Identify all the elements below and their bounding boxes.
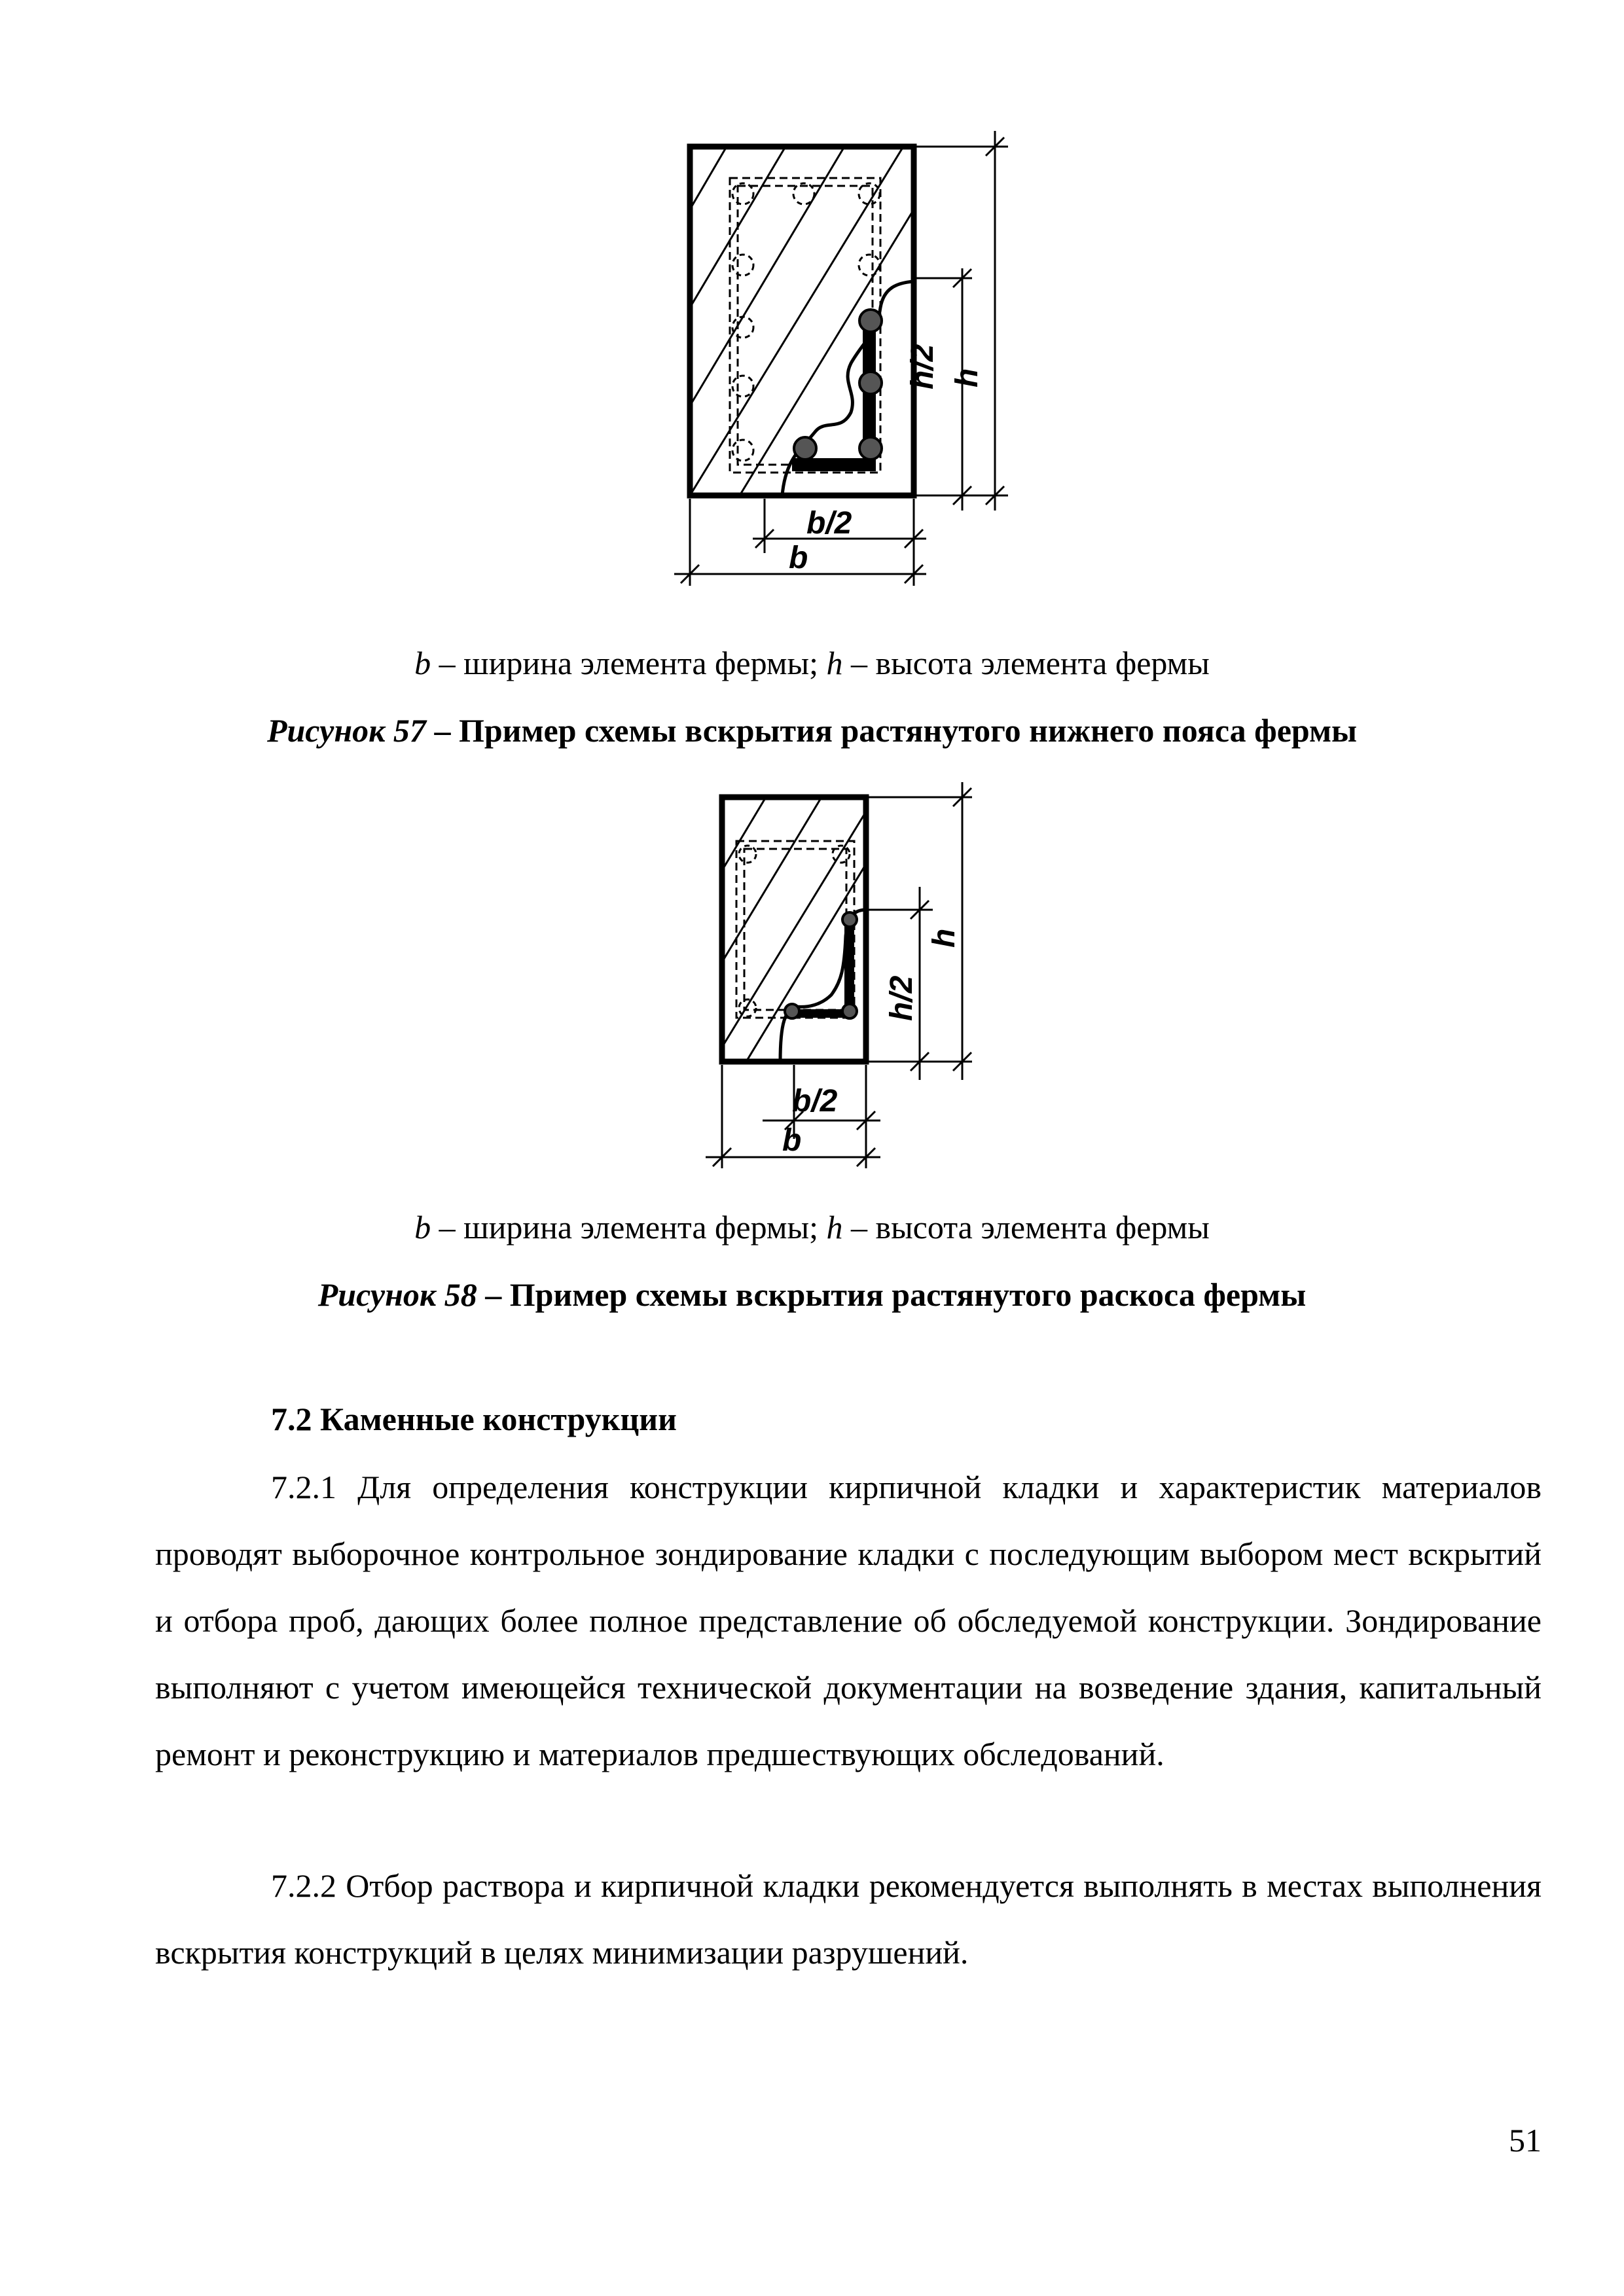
fig58-label-b-half: b/2 [792,1084,838,1119]
figure-57-drawing [655,118,1021,602]
caption-number: Рисунок 58 [317,1276,477,1313]
legend-h-symbol: h [826,1209,843,1246]
section-heading: 7.2 Каменные конструкции [271,1401,677,1437]
legend-h-symbol: h [826,645,843,681]
caption-number: Рисунок 57 [266,712,426,749]
paragraph-7-2-1: 7.2.1 Для определения конструкции кирпичной кладки и характеристик материалов проводят выборочное контрольное зондирование кладки с последующим выбором мест вскрытий и отбора проб, дающих более полное представление об обследуемой конструкции. Зондирование выполняют с учетом имеющейся технической документации на возведение здания, капитальный ремонт и реконструкцию и материалов предшествующих обследований. [155,1469,1542,1772]
fig57-label-h: h [950,368,984,387]
legend-h-text: – высота элемента фермы [842,1209,1210,1246]
legend-b-text: – ширина элемента фермы; [431,1209,827,1246]
caption-text: – Пример схемы вскрытия растянутого раскоса фермы [477,1276,1307,1313]
figure-57-legend [0,643,1624,683]
fig58-label-h: h [927,928,962,948]
legend-b-text: – ширина элемента фермы; [431,645,827,681]
legend-b-symbol: b [414,1209,431,1246]
caption-text: – Пример схемы вскрытия растянутого нижнего пояса фермы [425,712,1358,749]
figure-58-drawing [694,772,995,1191]
legend-b-symbol: b [414,645,431,681]
fig57-label-b-half: b/2 [806,506,852,541]
figure-57-caption [0,711,1624,750]
fig58-label-b: b [782,1123,802,1158]
legend-h-text: – высота элемента фермы [842,645,1210,681]
fig58-label-h-half: h/2 [884,975,919,1021]
paragraph-7-2-2: 7.2.2 Отбор раствора и кирпичной кладки рекомендуется выполнять в местах выполнения вскрытия конструкций в целях минимизации разрушений. [155,1867,1542,1971]
page-number: 51 [1509,2122,1542,2159]
fig57-label-b: b [789,541,808,575]
figure-58-legend [0,1208,1624,1247]
figure-58-caption [0,1275,1624,1314]
fig57-label-h-half: h/2 [905,344,940,389]
